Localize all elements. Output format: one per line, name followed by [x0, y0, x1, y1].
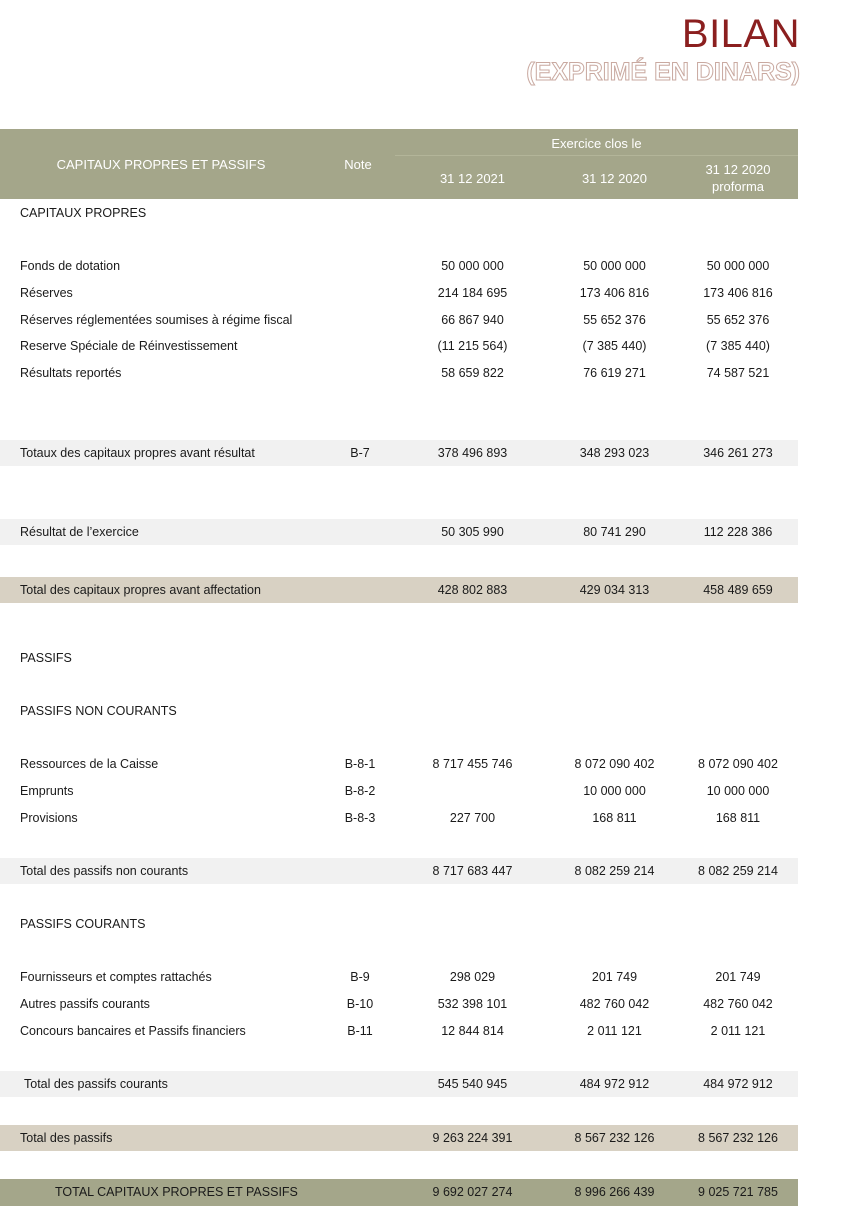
row-note: B-10: [346, 997, 374, 1011]
row-label: CAPITAUX PROPRES: [20, 206, 147, 220]
table-row: [0, 964, 798, 990]
value-2021: 66 867 940: [441, 313, 504, 327]
row-label: TOTAL CAPITAUX PROPRES ET PASSIFS: [55, 1185, 298, 1199]
row-label: Totaux des capitaux propres avant résultat: [20, 446, 255, 460]
value-2021: 50 000 000: [441, 259, 504, 273]
value-2021: 227 700: [449, 811, 496, 825]
header-note: Note: [344, 157, 372, 172]
value-2021: 298 029: [449, 970, 496, 984]
value-2021: 12 844 814: [441, 1024, 504, 1038]
row-label: Total des capitaux propres avant affectation: [20, 583, 261, 597]
value-2020: 8 082 259 214: [574, 864, 655, 878]
value-2020: 8 996 266 439: [574, 1185, 655, 1199]
value-2020: 8 072 090 402: [574, 757, 655, 771]
value-2020-proforma: 168 811: [715, 811, 761, 825]
row-label: Réserves: [20, 286, 73, 300]
row-label: Autres passifs courants: [20, 997, 150, 1011]
row-label: Résultat de l’exercice: [20, 525, 139, 539]
section-heading: [0, 911, 798, 937]
subtotal-row: [0, 440, 798, 466]
value-2020: 76 619 271: [583, 366, 646, 380]
value-2020-proforma: 2 011 121: [710, 1024, 766, 1038]
value-2021: 532 398 101: [437, 997, 508, 1011]
value-2020-proforma: 458 489 659: [703, 583, 773, 597]
header-proforma-label: proforma: [711, 179, 765, 194]
table-header: [0, 129, 798, 199]
row-label: Total des passifs: [20, 1131, 113, 1145]
row-label: Emprunts: [20, 784, 74, 798]
value-2020: 55 652 376: [583, 313, 646, 327]
header-date-2020-proforma-date: 31 12 2020: [705, 162, 771, 177]
row-label: PASSIFS COURANTS: [20, 917, 146, 931]
table-row: [0, 805, 798, 831]
value-2021: 58 659 822: [441, 366, 504, 380]
value-2021: 545 540 945: [437, 1077, 508, 1091]
row-note: B-8-3: [344, 811, 376, 825]
value-2020-proforma: 50 000 000: [706, 259, 770, 273]
value-2020: 201 749: [591, 970, 638, 984]
value-2020: 482 760 042: [579, 997, 650, 1011]
subtotal-row: [0, 858, 798, 884]
value-2021: 9 692 027 274: [432, 1185, 513, 1199]
value-2020: 168 811: [592, 811, 637, 825]
value-2020-proforma: 74 587 521: [706, 366, 770, 380]
value-2021: 428 802 883: [437, 583, 508, 597]
row-label: Ressources de la Caisse: [20, 757, 159, 771]
row-note: B-8-1: [344, 757, 376, 771]
header-date-2020: 31 12 2020: [581, 171, 648, 186]
value-2020: 80 741 290: [583, 525, 646, 539]
header-date-2021: 31 12 2021: [439, 171, 506, 186]
row-label: Fournisseurs et comptes rattachés: [20, 970, 212, 984]
row-label: Fonds de dotation: [20, 259, 121, 273]
row-label: PASSIFS: [20, 651, 72, 665]
value-2020: 484 972 912: [579, 1077, 650, 1091]
row-note: B-11: [347, 1024, 373, 1038]
value-2020-proforma: 482 760 042: [703, 997, 773, 1011]
row-label: Concours bancaires et Passifs financiers: [20, 1024, 246, 1038]
row-label: Total des passifs courants: [24, 1077, 168, 1091]
subtotal-row: [0, 1071, 798, 1097]
value-2021: 378 496 893: [437, 446, 508, 460]
row-note: B-7: [350, 446, 370, 460]
row-label: PASSIFS NON COURANTS: [20, 704, 177, 718]
value-2020-proforma: 346 261 273: [703, 446, 773, 460]
value-2021: 50 305 990: [441, 525, 504, 539]
value-2020-proforma: 8 567 232 126: [698, 1131, 778, 1145]
header-date-2020-proforma: [680, 161, 796, 195]
value-2020: 2 011 121: [587, 1024, 642, 1038]
table-row: [0, 991, 798, 1017]
header-group: Exercice clos le: [551, 136, 642, 151]
value-2020-proforma: 9 025 721 785: [698, 1185, 778, 1199]
total-row: [0, 577, 798, 603]
table-row: [0, 280, 798, 306]
row-label: Provisions: [20, 811, 78, 825]
section-heading: [0, 698, 798, 724]
row-label: Total des passifs non courants: [20, 864, 189, 878]
row-label: Réserves réglementées soumises à régime fiscal: [20, 313, 293, 327]
value-2020-proforma: 484 972 912: [703, 1077, 773, 1091]
table-row: [0, 253, 798, 279]
value-2021: 8 717 455 746: [432, 757, 513, 771]
page-title-block: [526, 10, 800, 86]
value-2020-proforma: 55 652 376: [706, 313, 770, 327]
value-2020-proforma: (7 385 440): [706, 339, 770, 353]
value-2020-proforma: 10 000 000: [706, 784, 770, 798]
value-2020: 429 034 313: [579, 583, 650, 597]
row-label: Résultats reportés: [20, 366, 122, 380]
value-2021: 8 717 683 447: [432, 864, 513, 878]
subtotal-row: [0, 519, 798, 545]
value-2020: 50 000 000: [583, 259, 646, 273]
table-row: [0, 751, 798, 777]
table-row: [0, 333, 798, 359]
page-subtitle: (EXPRIMÉ EN DINARS): [526, 58, 800, 86]
header-divider: [395, 155, 798, 156]
value-2020: 348 293 023: [579, 446, 650, 460]
header-label: CAPITAUX PROPRES ET PASSIFS: [56, 157, 266, 172]
value-2020: 10 000 000: [583, 784, 646, 798]
value-2021: 9 263 224 391: [432, 1131, 513, 1145]
value-2020-proforma: 8 072 090 402: [698, 757, 778, 771]
value-2020-proforma: 112 228 386: [703, 525, 773, 539]
grand-total-row: [0, 1179, 798, 1206]
section-heading: [0, 200, 798, 226]
row-note: B-8-2: [344, 784, 376, 798]
value-2021: 214 184 695: [437, 286, 508, 300]
value-2020-proforma: 8 082 259 214: [698, 864, 778, 878]
total-row: [0, 1125, 798, 1151]
table-row: [0, 307, 798, 333]
row-label: Reserve Spéciale de Réinvestissement: [20, 339, 238, 353]
table-row: [0, 1018, 798, 1044]
table-row: [0, 360, 798, 386]
row-note: B-9: [350, 970, 370, 984]
table-row: [0, 778, 798, 804]
value-2020-proforma: 173 406 816: [703, 286, 773, 300]
value-2021: (11 215 564): [437, 339, 508, 353]
value-2020: 173 406 816: [579, 286, 650, 300]
value-2020: (7 385 440): [582, 339, 647, 353]
section-heading: [0, 645, 798, 671]
page-title: BILAN: [681, 12, 800, 56]
value-2020-proforma: 201 749: [715, 970, 761, 984]
value-2020: 8 567 232 126: [574, 1131, 655, 1145]
